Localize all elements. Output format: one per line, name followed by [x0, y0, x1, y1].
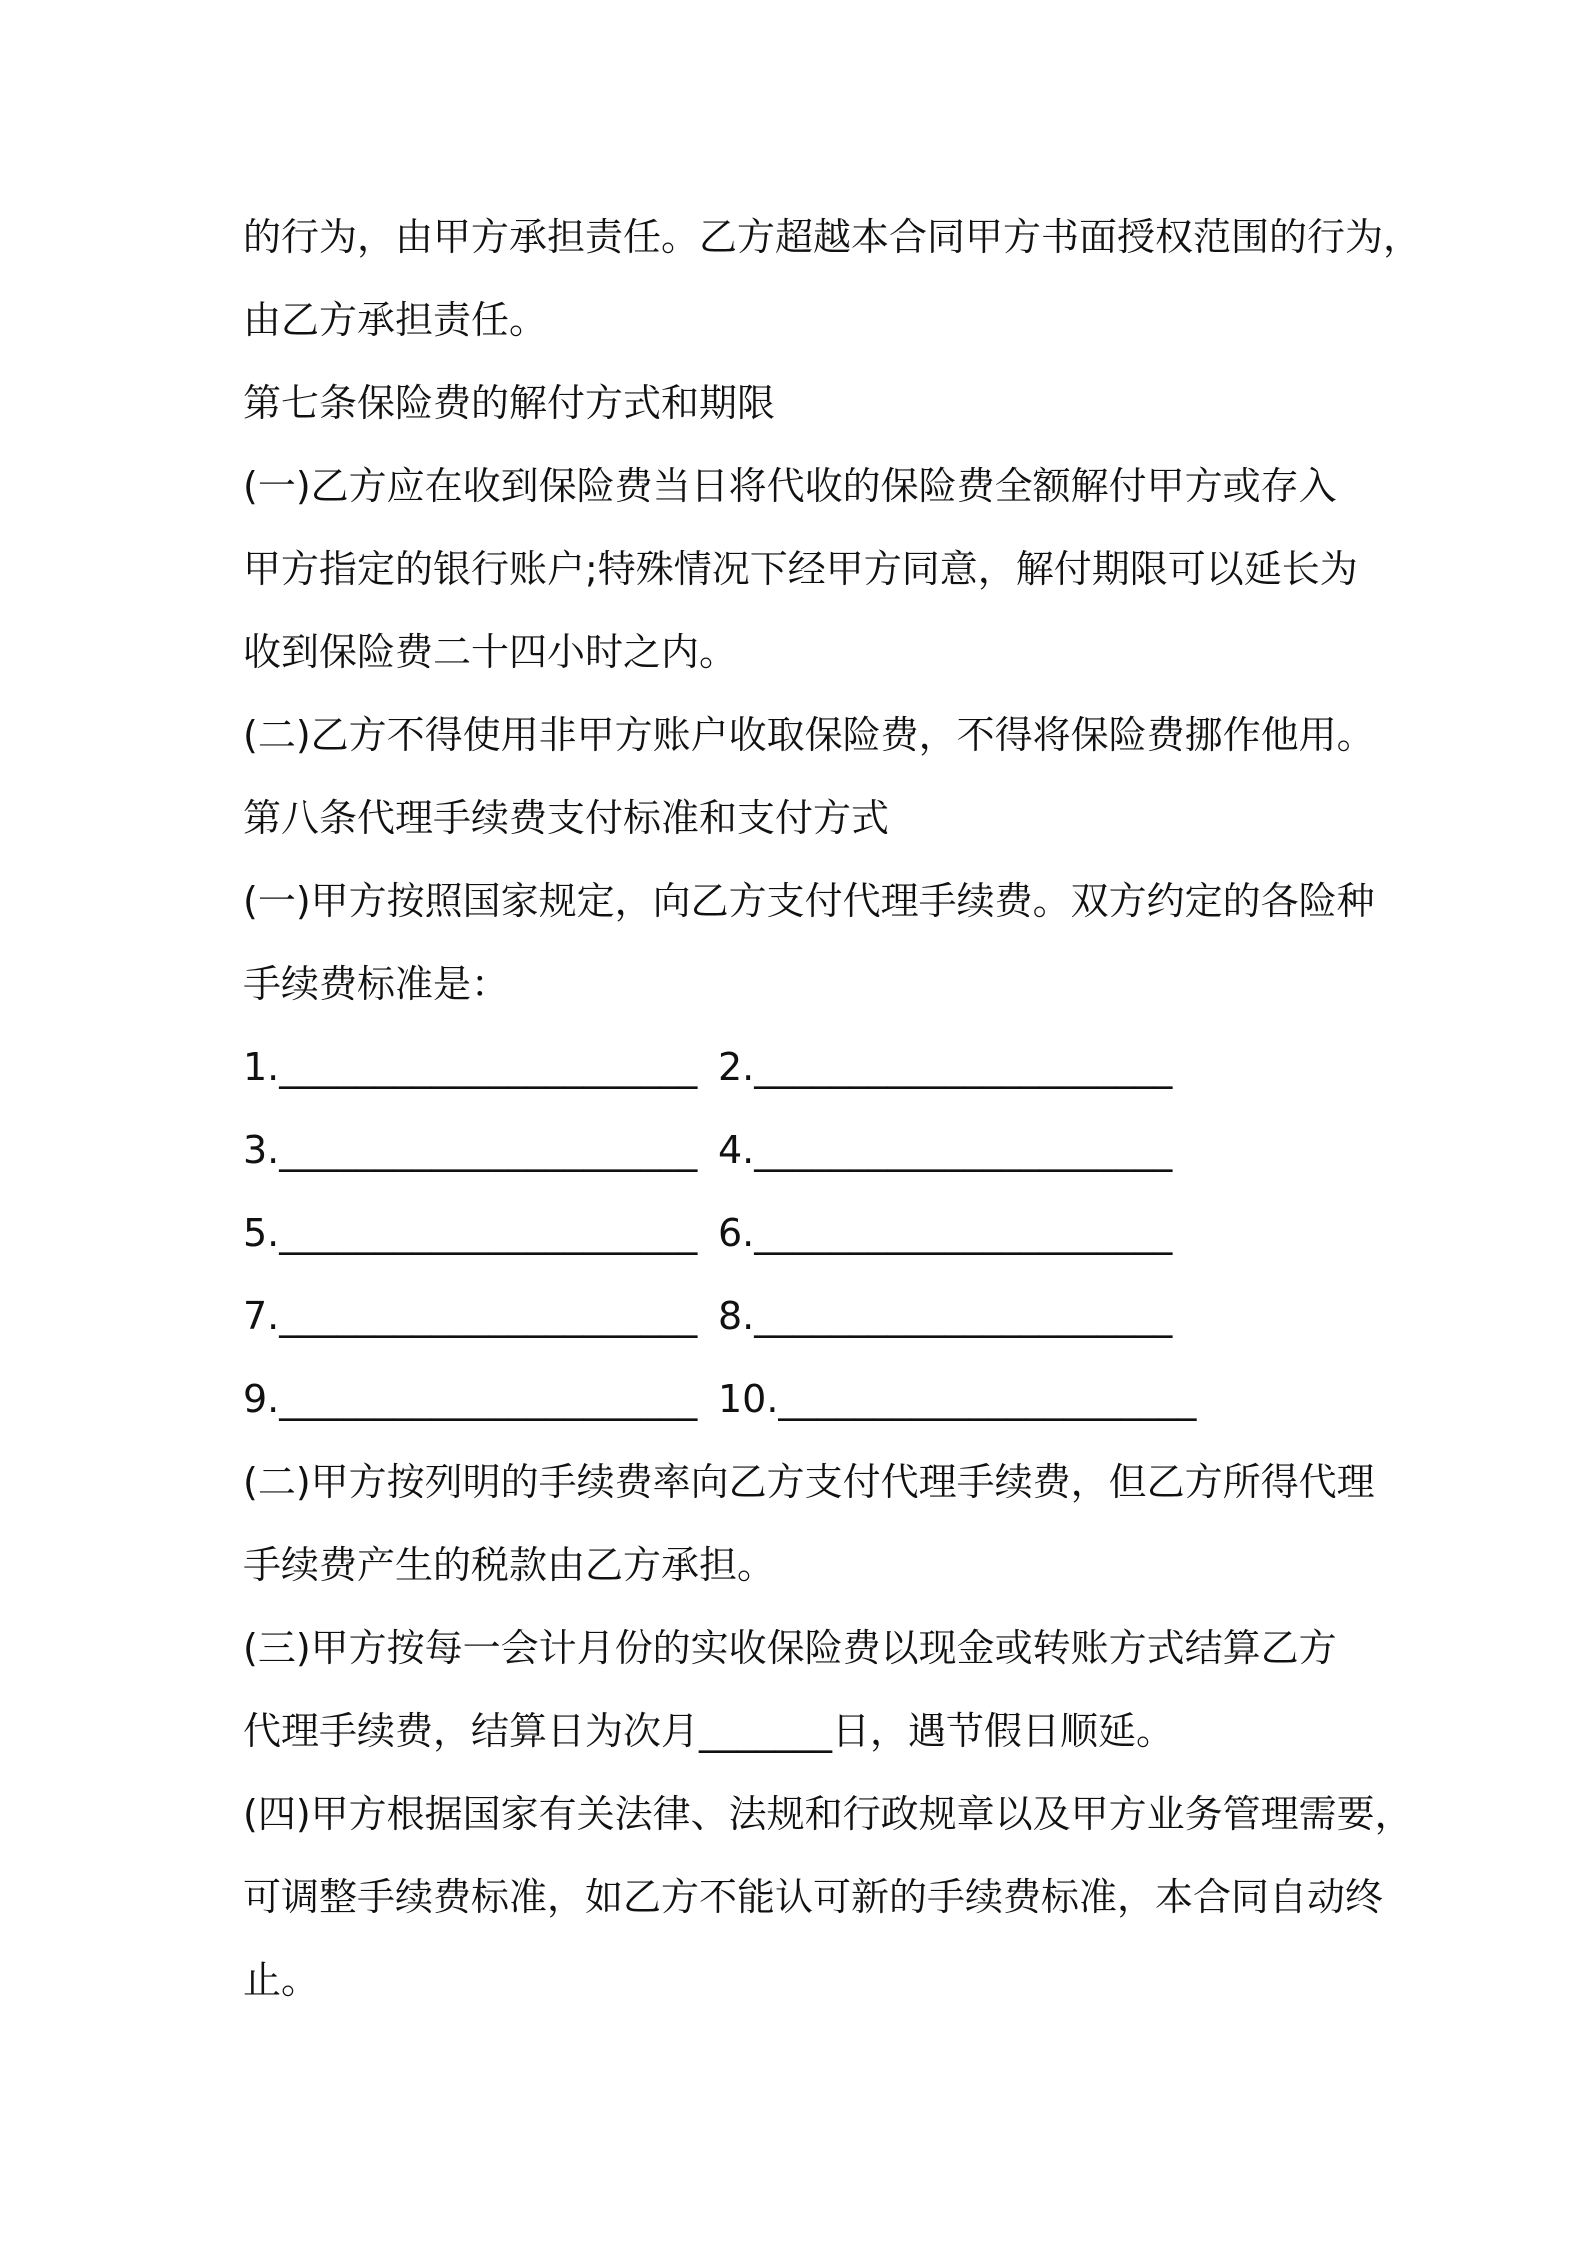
text-line: (四)甲方根据国家有关法律、法规和行政规章以及甲方业务管理需要，	[243, 1792, 1413, 1836]
text-line: 可调整手续费标准，如乙方不能认可新的手续费标准，本合同自动终	[243, 1875, 1384, 1919]
fee-blank-row	[243, 1358, 1373, 1441]
text-line: (二)乙方不得使用非甲方账户收取保险费，不得将保险费挪作他用。	[243, 713, 1375, 757]
text-line: 手续费产生的税款由乙方承担。	[243, 1543, 776, 1587]
text-line: (一)乙方应在收到保险费当日将代收的保险费全额解付甲方或存入	[243, 464, 1337, 508]
article-heading: 第七条保险费的解付方式和期限	[243, 381, 776, 425]
fee-blank-field[interactable]: 3.______________________	[243, 1128, 698, 1172]
fee-blank-row	[243, 1192, 1373, 1275]
article-heading: 第八条代理手续费支付标准和支付方式	[243, 796, 890, 840]
text-line: 手续费标准是：	[243, 962, 510, 1006]
fee-blank-field[interactable]: 1.______________________	[243, 1045, 698, 1089]
fee-blank-row	[243, 1275, 1373, 1358]
text-line: 代理手续费，结算日为次月_______日，遇节假日顺延。	[243, 1709, 1175, 1753]
text-line: 止。	[243, 1958, 320, 2002]
fee-blank-field[interactable]: 5.______________________	[243, 1211, 698, 1255]
text-line: (三)甲方按每一会计月份的实收保险费以现金或转账方式结算乙方	[243, 1626, 1337, 1670]
fee-blank-row	[243, 1026, 1373, 1109]
fee-blank-row	[243, 1109, 1373, 1192]
fee-blank-field[interactable]: 7.______________________	[243, 1294, 698, 1338]
text-line: (二)甲方按列明的手续费率向乙方支付代理手续费，但乙方所得代理	[243, 1460, 1375, 1504]
text-line: (一)甲方按照国家规定，向乙方支付代理手续费。双方约定的各险种	[243, 879, 1375, 923]
text-line: 收到保险费二十四小时之内。	[243, 630, 738, 674]
fee-blank-field[interactable]: 6.______________________	[718, 1211, 1173, 1255]
fee-blank-field[interactable]: 8.______________________	[718, 1294, 1173, 1338]
fee-blank-field[interactable]: 4.______________________	[718, 1128, 1173, 1172]
text-line: 甲方指定的银行账户;特殊情况下经甲方同意，解付期限可以延长为	[243, 547, 1358, 591]
document-body	[243, 196, 1422, 2022]
text-line: 由乙方承担责任。	[243, 298, 548, 342]
fee-blank-field[interactable]: 9.______________________	[243, 1377, 698, 1421]
fee-blank-field[interactable]: 10.______________________	[718, 1377, 1197, 1421]
text-line: 的行为，由甲方承担责任。乙方超越本合同甲方书面授权范围的行为，	[243, 215, 1422, 259]
fee-blank-field[interactable]: 2.______________________	[718, 1045, 1173, 1089]
